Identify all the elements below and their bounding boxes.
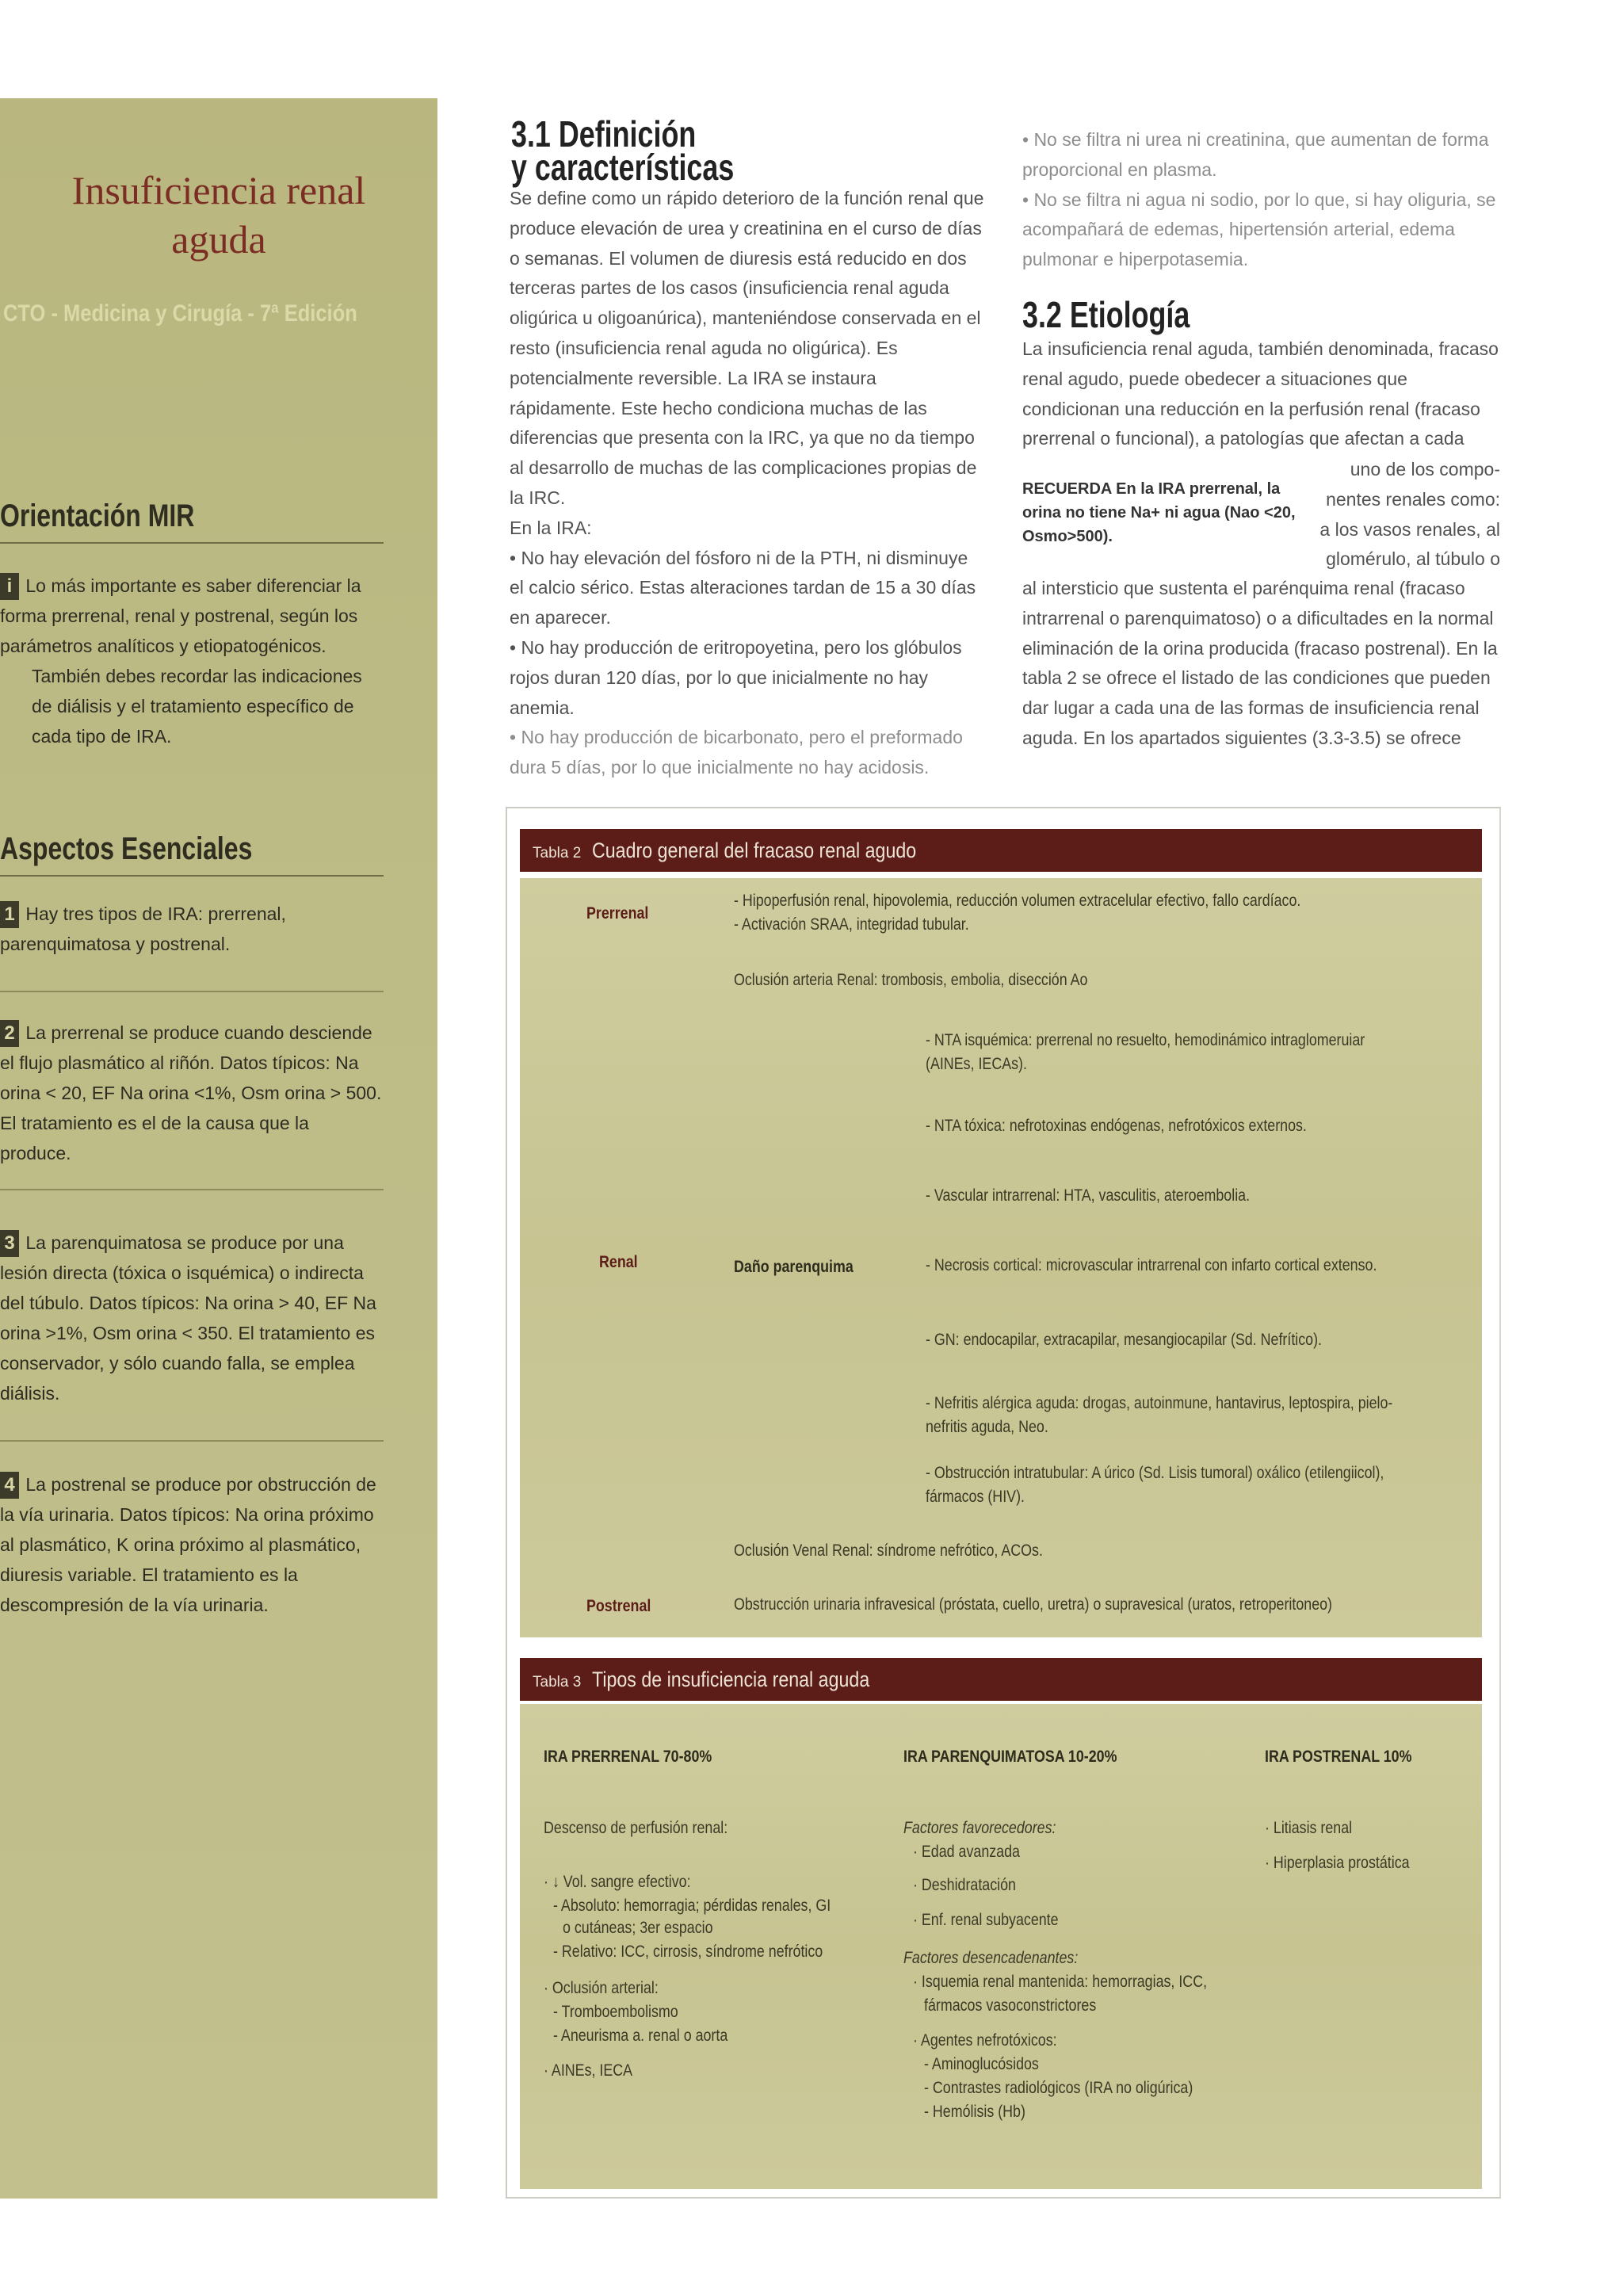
table-cell: fármacos vasoconstrictores xyxy=(924,1996,1097,2015)
column-header-prerrenal: IRA PRERRENAL 70-80% xyxy=(544,1748,712,1766)
wrap-line: uno de los compo- xyxy=(1350,459,1500,479)
tabla-3-body xyxy=(520,1704,1482,2189)
prerrenal-label: Prerrenal xyxy=(586,904,649,923)
recuerda-box: RECUERDA En la IRA prerrenal, la orina no tiene Na+ ni agua (Nao <20, Osmo>500). xyxy=(1022,480,1296,545)
aspecto-text: Hay tres tipos de IRA: prerrenal, parenquimatosa y postrenal. xyxy=(0,904,286,954)
table-cell: · Deshidratación xyxy=(913,1876,1016,1894)
table-cell: · Litiasis renal xyxy=(1265,1819,1353,1837)
wrap-line: glomérulo, al túbulo o xyxy=(1326,548,1500,570)
aspecto-text: La parenquimatosa se produce por una lesión directa (tóxica o isquémica) o indirecta del túbulo. Datos típicos: Na orina > 40, EF Na orina >1%, Osm orina < 350. El tratamiento es conservador, y sólo cuando falla, se emplea diálisis. xyxy=(0,1232,376,1404)
number-badge: 1 xyxy=(0,901,19,928)
wrap-line: a los vasos renales, al xyxy=(1319,518,1500,540)
table-cell: - Absoluto: hemorragia; pérdidas renales, GI xyxy=(553,1897,831,1915)
table-cell: fármacos (HIV). xyxy=(926,1488,1025,1506)
column-1 xyxy=(510,184,987,783)
book-subtitle: CTO - Medicina y Cirugía - 7ª Edición xyxy=(3,300,357,327)
table-cell: · Agentes nefrotóxicos: xyxy=(913,2031,1057,2050)
aspecto-item xyxy=(0,1228,384,1442)
tabla-3-header xyxy=(520,1658,1482,1701)
aspecto-text: La postrenal se produce por obstrucción de la vía urinaria. Datos típicos: Na orina próximo al plasmático, K orina próximo al plasmático, diuresis variable. El tratamiento es la descompresión de la vía urinaria. xyxy=(0,1474,376,1615)
table-cell: - Vascular intrarrenal: HTA, vasculitis, ateroembolia. xyxy=(926,1186,1251,1205)
table-cell: Descenso de perfusión renal: xyxy=(544,1819,728,1837)
orientacion-text-2: También debes recordar las indicaciones de diálisis y el tratamiento específico de cada tipo de IRA. xyxy=(32,666,362,747)
info-icon: i xyxy=(0,573,19,600)
orientacion-heading: Orientación MIR xyxy=(0,499,384,544)
table-cell: - Contrastes radiológicos (IRA no oligúrica) xyxy=(924,2079,1193,2097)
heading-line: y características xyxy=(511,147,735,188)
table-cell: - Relativo: ICC, cirrosis, síndrome nefrótico xyxy=(553,1943,823,1961)
tabla-2-body xyxy=(520,878,1482,1637)
section-3-1-heading xyxy=(511,113,735,188)
heading-line: 3.1 Definición xyxy=(511,113,697,155)
table-cell: - Activación SRAA, integridad tubular. xyxy=(734,915,969,934)
table-cell: · Isquemia renal mantenida: hemorragias, ICC, xyxy=(913,1973,1208,1991)
table-title: Cuadro general del fracaso renal agudo xyxy=(591,839,917,862)
table-cell: o cutáneas; 3er espacio xyxy=(563,1919,713,1937)
table-number: Tabla 3 xyxy=(533,1674,582,1690)
table-cell: - GN: endocapilar, extracapilar, mesangiocapilar (Sd. Nefrítico). xyxy=(926,1331,1323,1349)
number-badge: 3 xyxy=(0,1230,19,1257)
number-badge: 2 xyxy=(0,1020,19,1047)
table-cell: Oclusión arteria Renal: trombosis, embolia, disección Ao xyxy=(734,971,1088,989)
table-cell: · Enf. renal subyacente xyxy=(913,1911,1059,1929)
chapter-title xyxy=(0,166,437,264)
aspecto-item xyxy=(0,1469,384,1620)
column-header-parenquimatosa: IRA PARENQUIMATOSA 10-20% xyxy=(903,1748,1117,1766)
bullet: • No hay producción de eritropoyetina, pero los glóbulos rojos duran 120 días, por lo que inicialmente no hay anemia. xyxy=(510,636,962,718)
table-cell: (AINEs, IECAs). xyxy=(926,1055,1027,1073)
number-badge: 4 xyxy=(0,1472,19,1499)
table-title: Tipos de insuficiencia renal aguda xyxy=(591,1668,870,1691)
table-cell: - NTA tóxica: nefrotoxinas endógenas, nefrotóxicos externos. xyxy=(926,1117,1307,1135)
column-2-p-start: La insuficiencia renal aguda, también denominada, fracaso renal agudo, puede obedecer a situaciones que condicionan una reducción en la perfusión renal (fracaso prerrenal o funcional), a patologías que afectan a cada xyxy=(1022,338,1499,449)
table-cell: - Nefritis alérgica aguda: drogas, autoinmune, hantavirus, leptospira, pielo- xyxy=(926,1394,1393,1412)
section-3-2-heading: 3.2 Etiología xyxy=(1022,294,1190,335)
aspecto-item xyxy=(0,899,384,992)
table-cell: - Obstrucción intratubular: A úrico (Sd. Lisis tumoral) oxálico (etilengiicol), xyxy=(926,1464,1384,1482)
table-cell: - Hipoperfusión renal, hipovolemia, reducción volumen extracelular efectivo, fallo cardíaco. xyxy=(734,892,1301,910)
tabla-2-header xyxy=(520,829,1482,872)
paragraph: En la IRA: xyxy=(510,517,592,538)
sidebar xyxy=(0,98,437,2199)
table-number: Tabla 2 xyxy=(533,845,582,861)
bullet: • No hay producción de bicarbonato, pero el preformado dura 5 días, por lo que inicialmente no hay acidosis. xyxy=(510,727,963,778)
table-cell: Factores favorecedores: xyxy=(903,1819,1056,1837)
wrap-line: nentes renales como: xyxy=(1326,488,1500,510)
chapter-title-line1: Insuficiencia renal xyxy=(71,168,366,212)
column-2-bullets xyxy=(1022,125,1500,275)
table-cell: Obstrucción urinaria infravesical (próstata, cuello, uretra) o supravesical (uratos, retroperitoneo) xyxy=(734,1595,1332,1614)
table-cell: - Hemólisis (Hb) xyxy=(924,2103,1025,2121)
table-cell: · Oclusión arterial: xyxy=(544,1979,659,1997)
table-cell: - Tromboembolismo xyxy=(553,2003,678,2021)
table-cell: nefritis aguda, Neo. xyxy=(926,1418,1048,1436)
table-cell: · AINEs, IECA xyxy=(544,2061,633,2080)
postrenal-label: Postrenal xyxy=(586,1597,651,1615)
column-2-p-end: al intersticio que sustenta el parénquima renal (fracaso intrarrenal o parenquimatoso) o a dificultades en la normal eliminación de la orina producida (fracaso postrenal). En la tabla 2 se ofrece el listado de las condiciones que pueden dar lugar a cada una de las formas de insuficiencia renal aguda. En los apartados siguientes (3.3-3.5) se ofrece xyxy=(1022,578,1498,748)
table-cell: Oclusión Venal Renal: síndrome nefrótico, ACOs. xyxy=(734,1541,1043,1560)
bullet: • No se filtra ni agua ni sodio, por lo que, si hay oliguria, se acompañará de edemas, hipertensión arterial, edema pulmonar e hiperpotasemia. xyxy=(1022,189,1496,270)
table-cell: Factores desencadenantes: xyxy=(903,1949,1079,1967)
orientacion-block xyxy=(0,571,384,751)
table-cell: - Aminoglucósidos xyxy=(924,2055,1039,2073)
table-cell: · Edad avanzada xyxy=(913,1843,1020,1861)
table-cell: · Hiperplasia prostática xyxy=(1265,1854,1410,1872)
bullet: • No se filtra ni urea ni creatinina, que aumentan de forma proporcional en plasma. xyxy=(1022,129,1489,180)
table-cell: · ↓ Vol. sangre efectivo: xyxy=(544,1873,691,1891)
chapter-title-line2: aguda xyxy=(171,217,266,262)
aspectos-heading: Aspectos Esenciales xyxy=(0,831,384,877)
orientacion-text-1: Lo más importante es saber diferenciar la forma prerrenal, renal y postrenal, según los parámetros analíticos y etiopatogénicos. xyxy=(0,575,361,656)
bullet: • No hay elevación del fósforo ni de la PTH, ni disminuye el calcio sérico. Estas alteraciones tardan de 15 a 30 días en aparecer. xyxy=(510,547,976,628)
paragraph: Se define como un rápido deterioro de la función renal que produce elevación de urea y creatinina en el curso de días o semanas. El volumen de diuresis está reducido en dos terceras partes de los casos (insuficiencia renal aguda oligúrica u oligoanúrica), manteniéndose conservada en el resto (insuficiencia renal aguda no oligúrica). Es potencialmente reversible. La IRA se instaura rápidamente. Este hecho condiciona muchas de las diferencias que presenta con la IRC, ya que no da tiempo al desarrollo de muchas de las complicaciones propias de la IRC. xyxy=(510,188,984,508)
table-cell: - Necrosis cortical: microvascular intrarrenal con infarto cortical extenso. xyxy=(926,1256,1377,1274)
wrap-text xyxy=(1308,455,1500,575)
table-cell: - Aneurisma a. renal o aorta xyxy=(553,2027,728,2045)
aspecto-item xyxy=(0,1018,384,1190)
aspecto-text: La prerrenal se produce cuando desciende el flujo plasmático al riñón. Datos típicos: Na orina < 20, EF Na orina <1%, Osm orina > 500. El tratamiento es el de la causa que la produce. xyxy=(0,1022,382,1163)
table-cell: - NTA isquémica: prerrenal no resuelto, hemodinámico intraglomeruiar xyxy=(926,1031,1365,1049)
renal-label: Renal xyxy=(599,1253,638,1271)
dano-label: Daño parenquima xyxy=(734,1258,854,1276)
column-header-postrenal: IRA POSTRENAL 10% xyxy=(1265,1748,1412,1766)
